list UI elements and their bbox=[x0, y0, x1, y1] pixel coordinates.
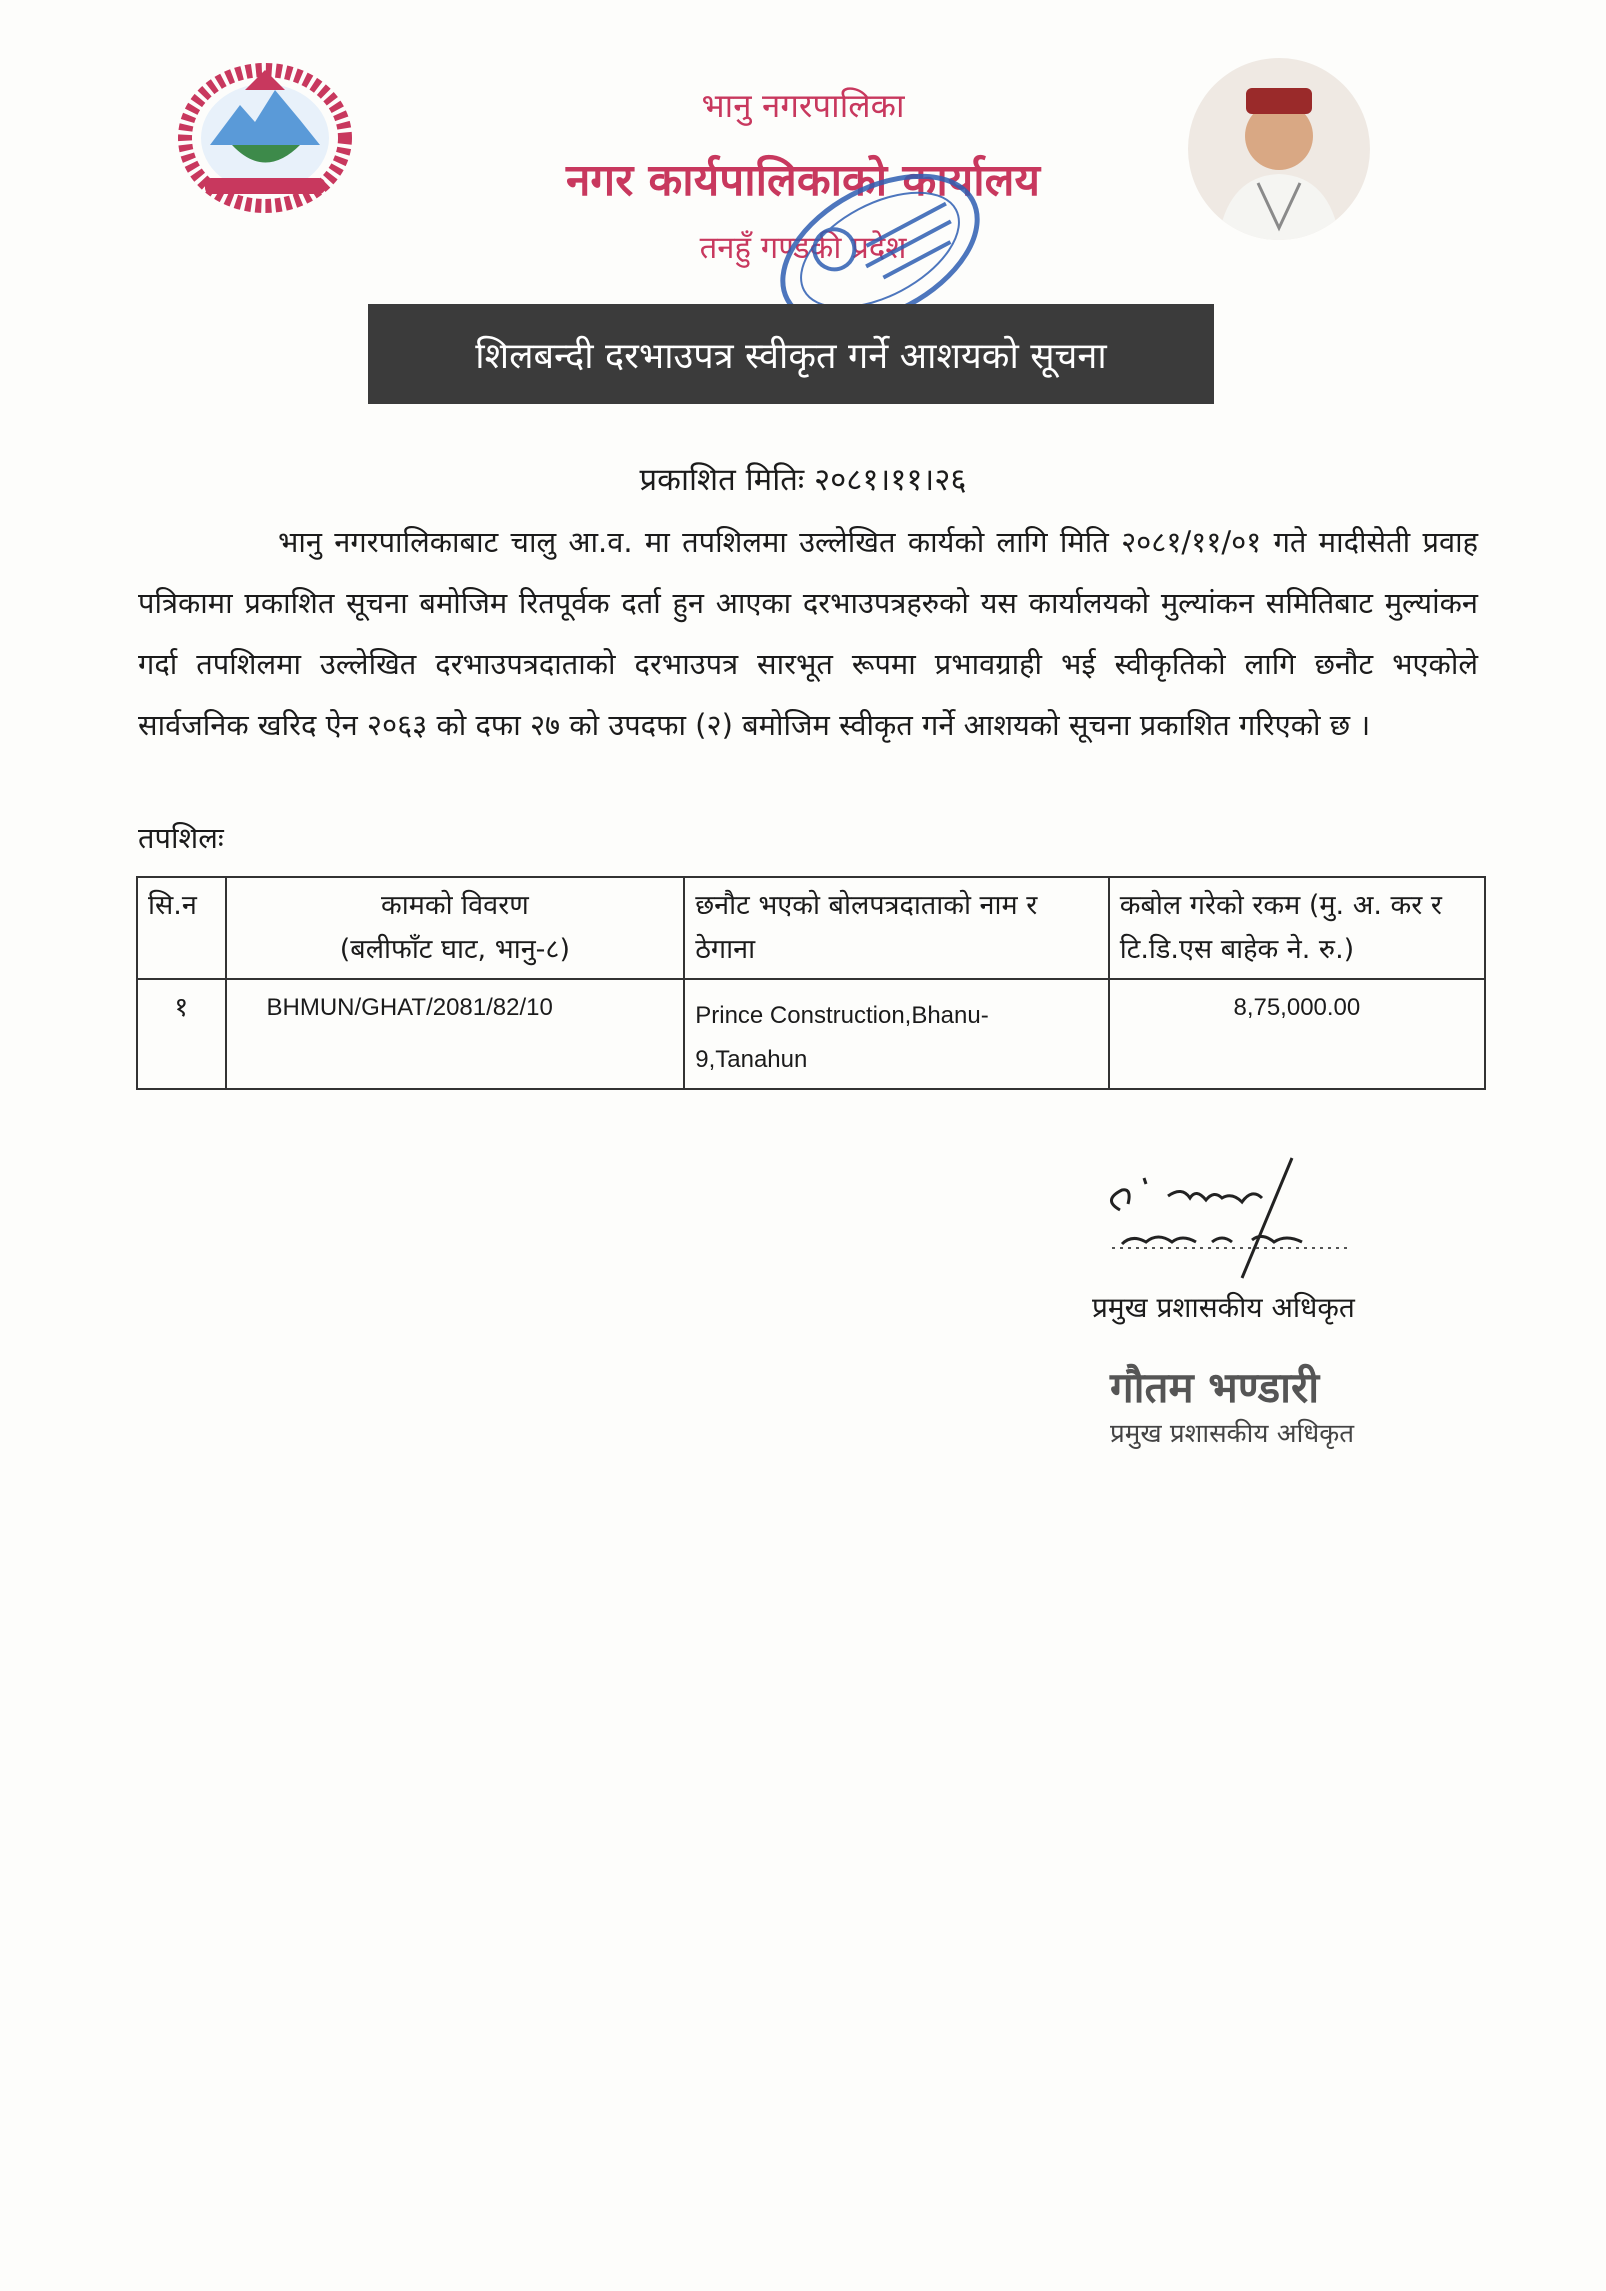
details-label: तपशिलः bbox=[138, 821, 224, 855]
cell-amount: 8,75,000.00 bbox=[1109, 979, 1485, 1089]
header-desc-line1: कामको विवरण bbox=[380, 890, 529, 921]
signatory-title: प्रमुख प्रशासकीय अधिकृत bbox=[1092, 1291, 1355, 1324]
office-location: तनहुँ गण्डकी प्रदेश bbox=[699, 230, 907, 266]
published-date: प्रकाशित मितिः २०८१।११।२६ bbox=[639, 462, 967, 498]
cell-sn: १ bbox=[137, 979, 226, 1089]
org-name: भानु नगरपालिका bbox=[701, 86, 905, 125]
notice-title-banner: शिलबन्दी दरभाउपत्र स्वीकृत गर्ने आशयको सूचना bbox=[368, 304, 1214, 404]
header-sn: सि.न bbox=[137, 877, 226, 979]
table-header-row bbox=[137, 877, 1485, 979]
notice-body-paragraph: भानु नगरपालिकाबाट चालु आ.व. मा तपशिलमा उल्लेखित कार्यको लागि मिति २०८१/११/०१ गते मादीसेती प्रवाह पत्रिकामा प्रकाशित सूचना बमोजिम रितपूर्वक दर्ता हुन आएका दरभाउपत्रहरुको यस कार्यालयको मुल्यांकन समितिबाट मुल्यांकन गर्दा तपशिलमा उल्लेखित दरभाउपत्रदाताको दरभाउपत्र सारभूत रूपमा प्रभावग्राही भई स्वीकृतिको लागि छनौट भएकोले सार्वजनिक खरिद ऐन २०६३ को दफा २७ को उपदफा (२) बमोजिम स्वीकृत गर्ने आशयको सूचना प्रकाशित गरिएको छ । bbox=[138, 525, 1478, 742]
signatory-name-title: प्रमुख प्रशासकीय अधिकृत bbox=[1110, 1419, 1355, 1449]
cell-bidder: Prince Construction,Bhanu-9,Tanahun bbox=[684, 979, 1109, 1089]
header-amount: कबोल गरेको रकम (मु. अ. कर र टि.डि.एस बाहेक ने. रु.) bbox=[1109, 877, 1485, 979]
header-bidder: छनौट भएको बोलपत्रदाताको नाम र ठेगाना bbox=[684, 877, 1109, 979]
tender-table bbox=[136, 876, 1486, 1090]
table-row bbox=[137, 979, 1485, 1089]
office-name: नगर कार्यपालिकाको कार्यालय bbox=[566, 155, 1040, 206]
signatory-name-stamp: गौतम भण्डारी bbox=[1110, 1363, 1320, 1412]
header-work-description bbox=[226, 877, 685, 979]
header-desc-line2: (बलीफाँट घाट, भानु-८) bbox=[339, 934, 570, 965]
cell-work-code: BHMUN/GHAT/2081/82/10 bbox=[226, 979, 685, 1089]
handwritten-signature bbox=[1092, 1148, 1392, 1288]
